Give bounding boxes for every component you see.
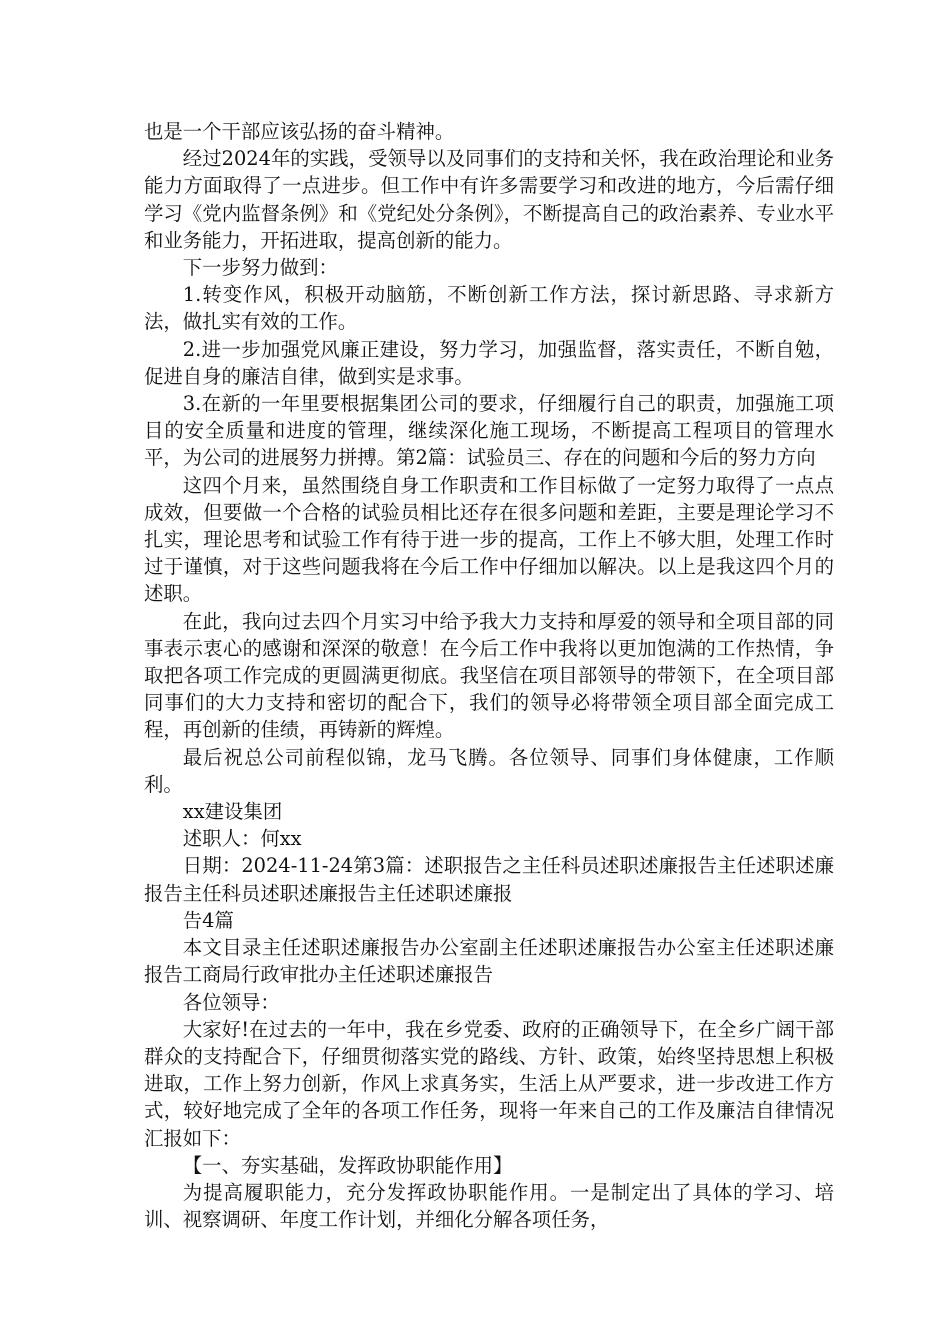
reporter-name: 述职人：何xx <box>182 827 302 851</box>
paragraph-7: 这四个月来，虽然围绕自身工作职责和工作目标做了一定努力取得了一点点成效，但要做一个合格的试验员相比还存在很多问题和差距，主要是理论学习不扎实，理论思考和试验工作有待于进一步的提高，工作上不够大胆，处理工作时过于谨慎，对于这些问题我将在今后工作中仔细加以解决。以上是我这四个月的述职。 <box>144 473 834 606</box>
article-count: 告4篇 <box>182 908 234 932</box>
paragraph-8: 在此，我向过去四个月实习中给予我大力支持和厚爱的领导和全项目部的同事表示衷心的感谢和深深的敬意！在今后工作中我将以更加饱满的工作热情，争取把各项工作完成的更圆满更彻底。我坚信在项目部领导的带领下，在全项目部同事们的大力支持和密切的配合下，我们的领导必将带领全项目部全面完成工程，再创新的佳绩，再铸新的辉煌。 <box>144 609 834 742</box>
paragraph-greeting: 大家好!在过去的一年中，我在乡党委、政府的正确领导下，在全乡广阔干部群众的支持配合下，仔细贯彻落实党的路线、方针、政策，始终坚持思想上积极进取，工作上努力创新，作风上求真务实，生活上从严要求，进一步改进工作方式，较好地完成了全年的各项工作任务，现将一年来自己的工作及廉洁自律情况汇报如下： <box>144 1017 834 1150</box>
paragraph-2: 经过2024年的实践，受领导以及同事们的支持和关怀，我在政治理论和业务能力方面取得了一点进步。但工作中有许多需要学习和改进的地方，今后需仔细学习《党内监督条例》和《党纪处分条例》，不断提高自己的政治素养、专业水平和业务能力，开拓进取，提高创新的能力。 <box>144 147 834 252</box>
paragraph-3: 下一步努力做到： <box>182 256 338 280</box>
salutation: 各位领导： <box>182 990 280 1014</box>
section-heading: 【一、夯实基础，发挥政协职能作用】 <box>182 1153 513 1177</box>
paragraph-4: 1.转变作风，积极开动脑筋，不断创新工作方法，探讨新思路、寻求新方法，做扎实有效的工作。 <box>144 283 834 334</box>
table-of-contents: 本文目录主任述职述廉报告办公室副主任述职述廉报告办公室主任述职述廉报告工商局行政审批办主任述职述廉报告 <box>144 936 834 987</box>
paragraph-1: 也是一个干部应该弘扬的奋斗精神。 <box>144 120 455 143</box>
paragraph-6: 3.在新的一年里要根据集团公司的要求，仔细履行自己的职责，加强施工项目的安全质量和进度的管理，继续深化施工现场，不断提高工程项目的管理水平，为公司的进展努力拼搏。第2篇：试验员三、存在的问题和今后的努力方向 <box>144 392 834 470</box>
date-line: 日期：2024-11-24第3篇：述职报告之主任科员述职述廉报告主任述职述廉报告主任科员述职述廉报告主任述职述廉报 <box>144 854 834 905</box>
document-body <box>144 118 834 1233</box>
company-name: xx建设集团 <box>182 800 283 824</box>
paragraph-9: 最后祝总公司前程似锦，龙马飞腾。各位领导、同事们身体健康，工作顺利。 <box>144 745 834 796</box>
paragraph-last: 为提高履职能力，充分发挥政协职能作用。一是制定出了具体的学习、培训、视察调研、年度工作计划，并细化分解各项任务， <box>144 1180 834 1232</box>
paragraph-5: 2.进一步加强党风廉正建设，努力学习，加强监督，落实责任，不断自勉，促进自身的廉洁自律，做到实是求事。 <box>144 337 834 388</box>
